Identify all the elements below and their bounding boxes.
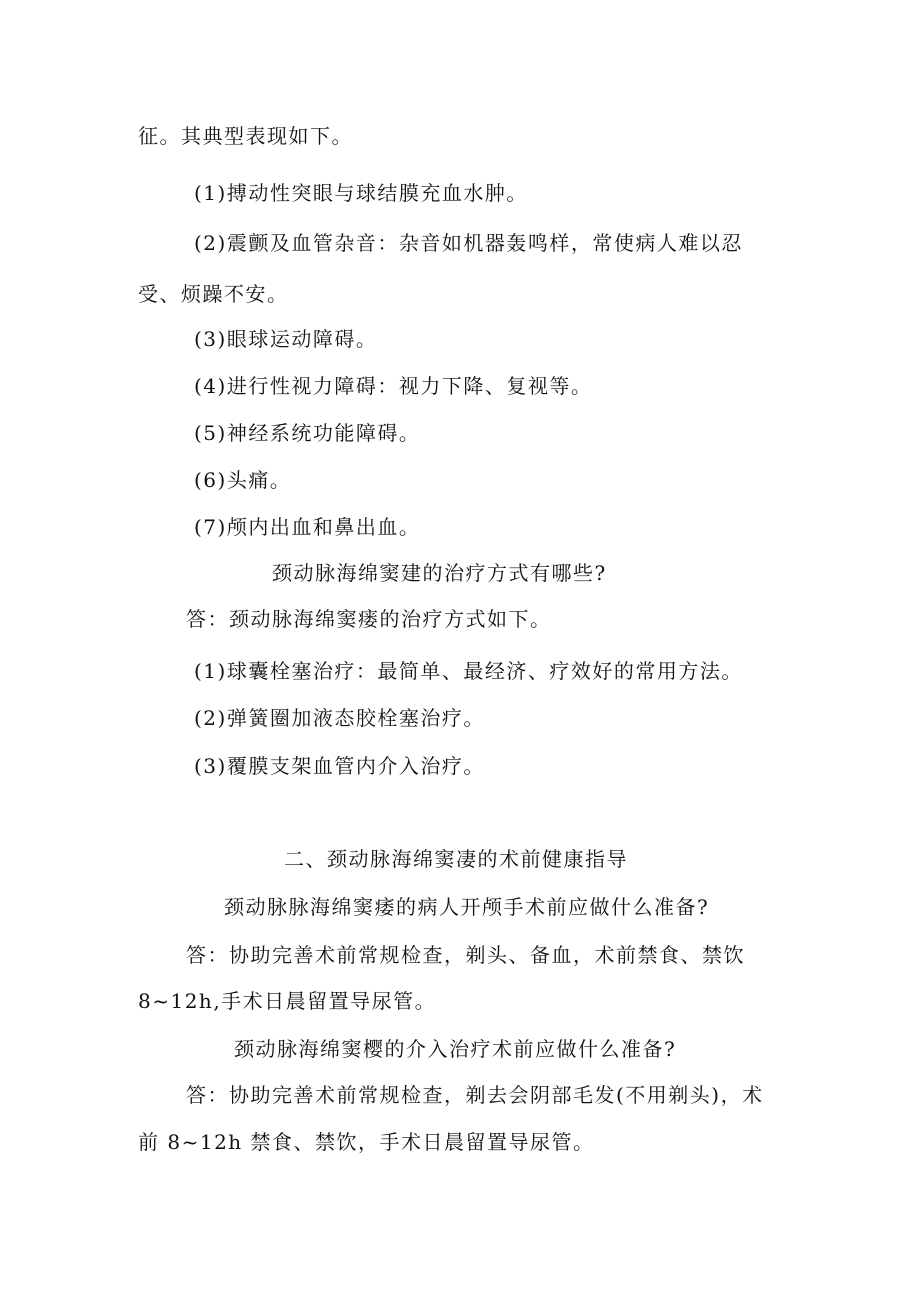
symptom-item-5: (5)神经系统功能障碍。 <box>194 421 421 445</box>
treatment-item-2: (2)弹簧圈加液态胶栓塞治疗。 <box>194 706 485 730</box>
question-treatment: 颈动脉海绵窦建的治疗方式有哪些? <box>272 561 607 585</box>
answer-treatment: 答：颈动脉海绵窦瘘的治疗方式如下。 <box>186 607 552 631</box>
treatment-item-3: (3)覆膜支架血管内介入治疗。 <box>194 754 485 778</box>
section-heading: 二、颈动脉海绵窦凄的术前健康指导 <box>284 847 628 871</box>
answer-craniotomy-prep: 答：协助完善术前常规检查，剃头、备血，术前禁食、禁饮 <box>186 943 745 967</box>
paragraph-continuation: 征。其典型表现如下。 <box>138 124 353 148</box>
symptom-item-2-continuation: 受、烦躁不安。 <box>138 282 289 306</box>
answer-interventional-prep: 答：协助完善术前常规检查，剃去会阴部毛发(不用剃头)，术 <box>186 1083 764 1107</box>
symptom-item-6: (6)头痛。 <box>194 468 292 492</box>
symptom-item-4: (4)进行性视力障碍：视力下降、复视等。 <box>194 374 593 398</box>
answer-craniotomy-prep-continuation: 8~12h,手术日晨留置导尿管。 <box>138 989 437 1013</box>
question-interventional-prep: 颈动脉海绵窦樱的介入治疗术前应做什么准备? <box>234 1037 677 1061</box>
answer-interventional-prep-continuation: 前 8~12h 禁食、禁饮，手术日晨留置导尿管。 <box>138 1130 595 1154</box>
symptom-item-1: (1)搏动性突眼与球结膜充血水肿。 <box>194 181 528 205</box>
symptom-item-7: (7)颅内出血和鼻出血。 <box>194 515 421 539</box>
treatment-item-1: (1)球囊栓塞治疗：最简单、最经济、疗效好的常用方法。 <box>194 659 743 683</box>
symptom-item-3: (3)眼球运动障碍。 <box>194 327 378 351</box>
question-craniotomy-prep: 颈动脉脉海绵窦痿的病人开颅手术前应做什么准备? <box>224 895 710 919</box>
symptom-item-2: (2)震颤及血管杂音：杂音如机器轰鸣样，常使病人难以忍 <box>194 231 743 255</box>
